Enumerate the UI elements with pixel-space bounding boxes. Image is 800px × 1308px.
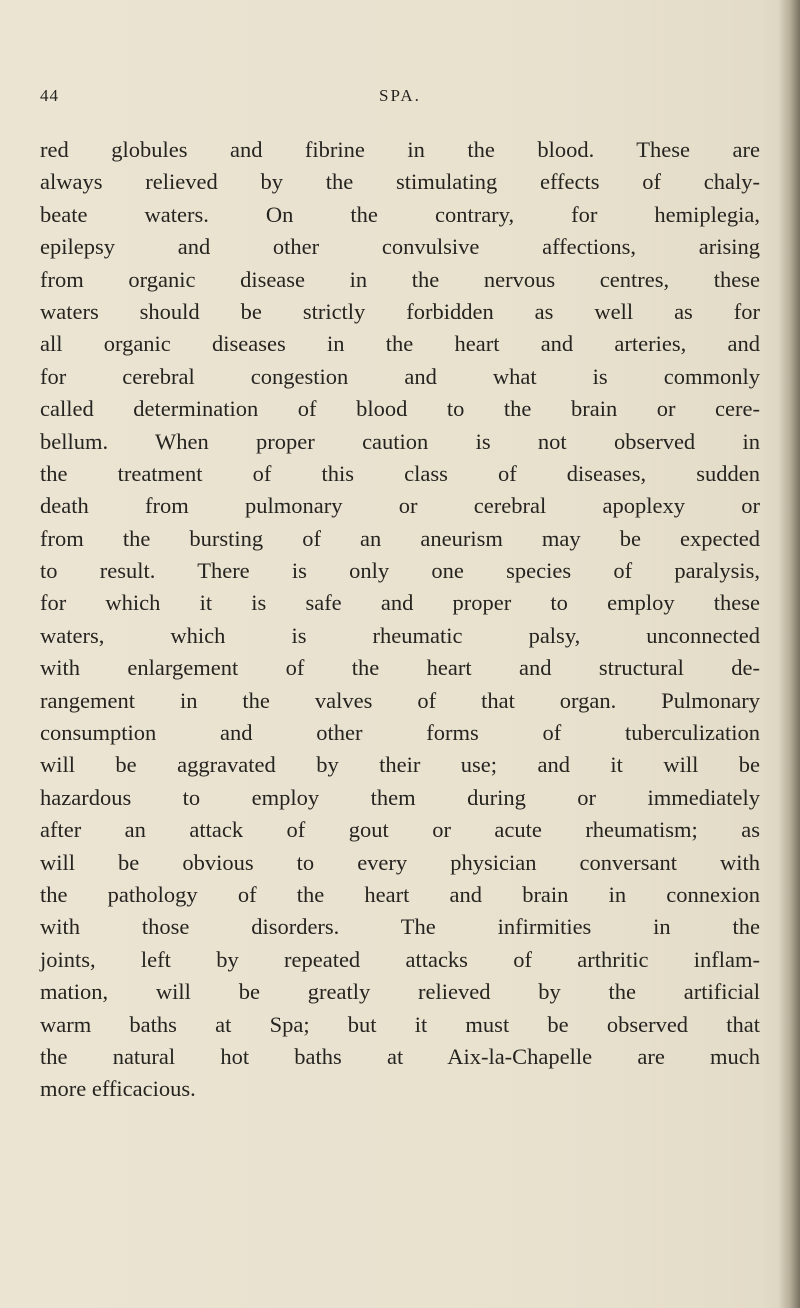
page-number: 44 <box>40 86 59 105</box>
text-line: mation, will be greatly relieved by the artificial <box>40 979 760 1005</box>
text-line: all organic diseases in the heart and arteries, and <box>40 331 760 357</box>
text-line: will be obvious to every physician conversant with <box>40 849 760 875</box>
body-paragraph <box>40 134 760 1106</box>
text-line: hazardous to employ them during or immediately <box>40 784 760 810</box>
text-line: bellum. When proper caution is not observed in <box>40 428 760 454</box>
text-line: will be aggravated by their use; and it will be <box>40 752 760 778</box>
text-line: from the bursting of an aneurism may be expected <box>40 525 760 551</box>
text-line: beate waters. On the contrary, for hemiplegia, <box>40 201 760 227</box>
text-line: joints, left by repeated attacks of arthritic inflam- <box>40 946 760 972</box>
text-line: epilepsy and other convulsive affections, arising <box>40 234 760 260</box>
text-line: death from pulmonary or cerebral apoplexy or <box>40 493 760 519</box>
text-line: consumption and other forms of tuberculization <box>40 720 760 746</box>
text-line: from organic disease in the nervous centres, these <box>40 266 760 292</box>
text-line: waters, which is rheumatic palsy, unconnected <box>40 622 760 648</box>
text-line: the pathology of the heart and brain in connexion <box>40 881 760 907</box>
text-line: waters should be strictly forbidden as well as for <box>40 298 760 324</box>
running-head <box>40 86 740 112</box>
text-line: called determination of blood to the brain or cere- <box>40 396 760 422</box>
text-line: red globules and fibrine in the blood. These are <box>40 137 760 162</box>
text-line: for which it is safe and proper to employ these <box>40 590 760 616</box>
text-line: the treatment of this class of diseases, sudden <box>40 460 760 486</box>
running-title: SPA. <box>379 86 421 105</box>
text-line: always relieved by the stimulating effects of chaly- <box>40 169 760 195</box>
text-line: for cerebral congestion and what is commonly <box>40 363 760 389</box>
text-line: more efficacious. <box>40 1076 196 1102</box>
text-line: to result. There is only one species of paralysis, <box>40 558 760 584</box>
text-line: after an attack of gout or acute rheumatism; as <box>40 817 760 843</box>
text-line: with those disorders. The infirmities in the <box>40 914 760 940</box>
text-line: rangement in the valves of that organ. Pulmonary <box>40 687 760 713</box>
page-edge-shadow <box>778 0 800 1308</box>
text-line: the natural hot baths at Aix-la-Chapelle are much <box>40 1043 760 1069</box>
text-line: warm baths at Spa; but it must be observed that <box>40 1011 760 1037</box>
text-line: with enlargement of the heart and structural de- <box>40 655 760 681</box>
